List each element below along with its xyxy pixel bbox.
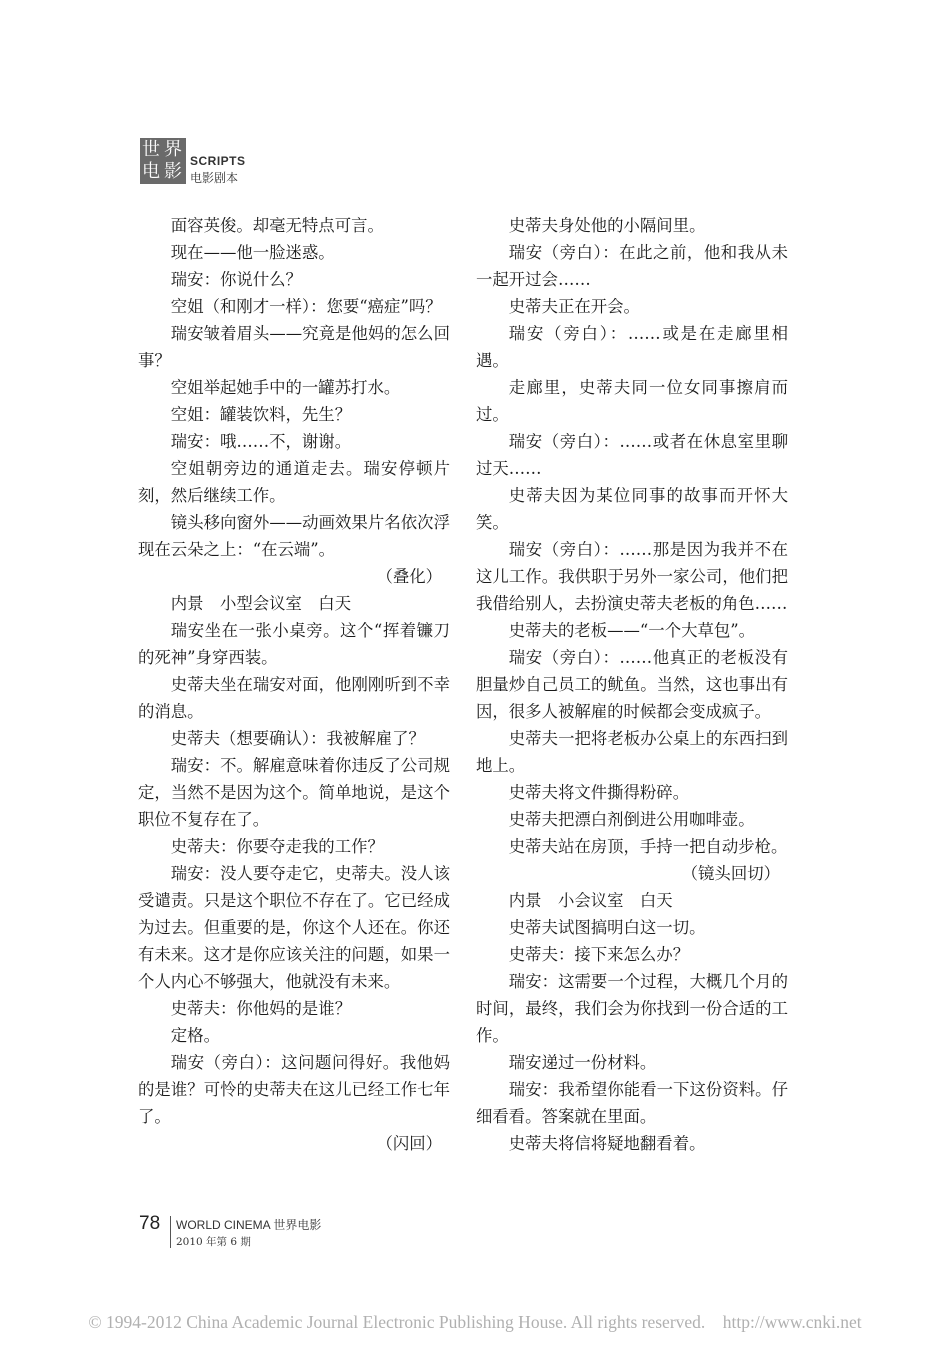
script-paragraph: 瑞安：哦……不，谢谢。 (170, 432, 352, 451)
script-paragraph: 史蒂夫坐在瑞安对面，他刚刚听到不幸的消息。 (138, 675, 450, 721)
script-paragraph: 瑞安（旁白）：在此之前，他和我从未一起开过会…… (476, 243, 788, 289)
script-paragraph: 瑞安皱着眉头——究竟是他妈的怎么回事？ (138, 324, 450, 370)
script-paragraph: 瑞安：没人要夺走它，史蒂夫。没人该受谴责。只是这个职位不存在了。它已经成为过去。但重要的是，你这个人还在。你还有未来。这才是你应该关注的问题，如果一个人内心不够强大，他就没有未来。 (138, 864, 450, 991)
right-text-column (476, 212, 788, 1157)
script-paragraph: 瑞安（旁白）：……或者在休息室里聊过天…… (476, 432, 788, 478)
script-paragraph: 瑞安（旁白）：……那是因为我并不在这儿工作。我供职于另外一家公司，他们把我借给别人，去扮演史蒂夫老板的角色…… (476, 540, 788, 613)
script-paragraph: 空姐朝旁边的通道走去。瑞安停顿片刻，然后继续工作。 (138, 459, 450, 505)
script-paragraph: 史蒂夫因为某位同事的故事而开怀大笑。 (476, 486, 788, 532)
issue-info: 2010 年第 6 期 (176, 1236, 251, 1248)
script-paragraph: 瑞安（旁白）：……或是在走廊里相遇。 (476, 324, 788, 370)
logo-char: 界 (164, 139, 182, 160)
script-paragraph: 空姐举起她手中的一罐苏打水。 (170, 378, 401, 397)
logo-char: 电 (142, 161, 160, 182)
script-paragraph: 史蒂夫：你他妈的是谁？ (170, 999, 352, 1018)
left-text-column (138, 212, 450, 1157)
script-paragraph: 史蒂夫把漂白剂倒进公用咖啡壶。 (508, 810, 755, 829)
script-paragraph: 走廊里，史蒂夫同一位女同事擦肩而过。 (476, 378, 788, 424)
script-paragraph: 史蒂夫：你要夺走我的工作？ (170, 837, 384, 856)
script-paragraph: 史蒂夫正在开会。 (508, 297, 640, 316)
script-paragraph: 瑞安：你说什么？ (170, 270, 302, 289)
journal-name: WORLD CINEMA 世界电影 (176, 1218, 322, 1232)
script-paragraph: 瑞安：不。解雇意味着你违反了公司规定，当然不是因为这个。简单地说，是这个职位不复存在了。 (138, 756, 450, 829)
script-paragraph: 瑞安：我希望你能看一下这份资料。仔细看看。答案就在里面。 (476, 1080, 788, 1126)
script-paragraph: 史蒂夫的老板——“一个大草包”。 (508, 621, 756, 640)
section-label-en: SCRIPTS (190, 154, 246, 168)
transition-note: （闪回） (376, 1134, 442, 1153)
script-paragraph: 面容英俊。却毫无特点可言。 (170, 216, 384, 235)
script-paragraph: 史蒂夫将文件撕得粉碎。 (508, 783, 690, 802)
script-paragraph: 史蒂夫（想要确认）：我被解雇了？ (170, 729, 425, 748)
section-label-cn: 电影剧本 (190, 171, 239, 185)
script-paragraph: 内景 小型会议室 白天 (170, 594, 352, 613)
script-paragraph: 瑞安（旁白）：这问题问得好。我他妈的是谁？可怜的史蒂夫在这儿已经工作七年了。 (138, 1053, 450, 1126)
script-paragraph: 瑞安（旁白）：……他真正的老板没有胆量炒自己员工的鱿鱼。当然，这也事出有因，很多人被解雇的时候都会变成疯子。 (476, 648, 788, 721)
footer-divider (170, 1216, 171, 1248)
logo-char: 世 (142, 139, 160, 160)
transition-note: （镜头回切） (681, 864, 780, 883)
copyright-notice: © 1994-2012 China Academic Journal Electronic Publishing House. All rights reserved. http://www.cnki.net (88, 1312, 862, 1332)
script-paragraph: 定格。 (170, 1026, 220, 1045)
script-paragraph: 空姐：罐装饮料，先生？ (170, 405, 352, 424)
script-paragraph: 内景 小会议室 白天 (508, 891, 673, 910)
script-paragraph: 瑞安递过一份材料。 (508, 1053, 657, 1072)
script-paragraph: 史蒂夫试图搞明白这一切。 (508, 918, 706, 937)
script-paragraph: 史蒂夫：接下来怎么办？ (508, 945, 690, 964)
script-paragraph: 瑞安坐在一张小桌旁。这个“挥着镰刀的死神”身穿西装。 (138, 621, 450, 667)
journal-logo (140, 138, 186, 184)
script-paragraph: 现在——他一脸迷惑。 (170, 243, 335, 262)
logo-char: 影 (164, 161, 182, 182)
page-number: 78 (139, 1213, 161, 1234)
script-paragraph: 史蒂夫一把将老板办公桌上的东西扫到地上。 (476, 729, 788, 775)
transition-note: （叠化） (376, 567, 442, 586)
script-paragraph: 史蒂夫身处他的小隔间里。 (508, 216, 706, 235)
script-paragraph: 史蒂夫将信将疑地翻看着。 (508, 1134, 706, 1153)
script-paragraph: 镜头移向窗外——动画效果片名依次浮现在云朵之上：“在云端”。 (138, 513, 450, 559)
script-paragraph: 空姐（和刚才一样）：您要“癌症”吗？ (170, 297, 442, 316)
script-paragraph: 瑞安：这需要一个过程，大概几个月的时间，最终，我们会为你找到一份合适的工作。 (476, 972, 788, 1045)
script-paragraph: 史蒂夫站在房顶，手持一把自动步枪。 (508, 837, 788, 856)
